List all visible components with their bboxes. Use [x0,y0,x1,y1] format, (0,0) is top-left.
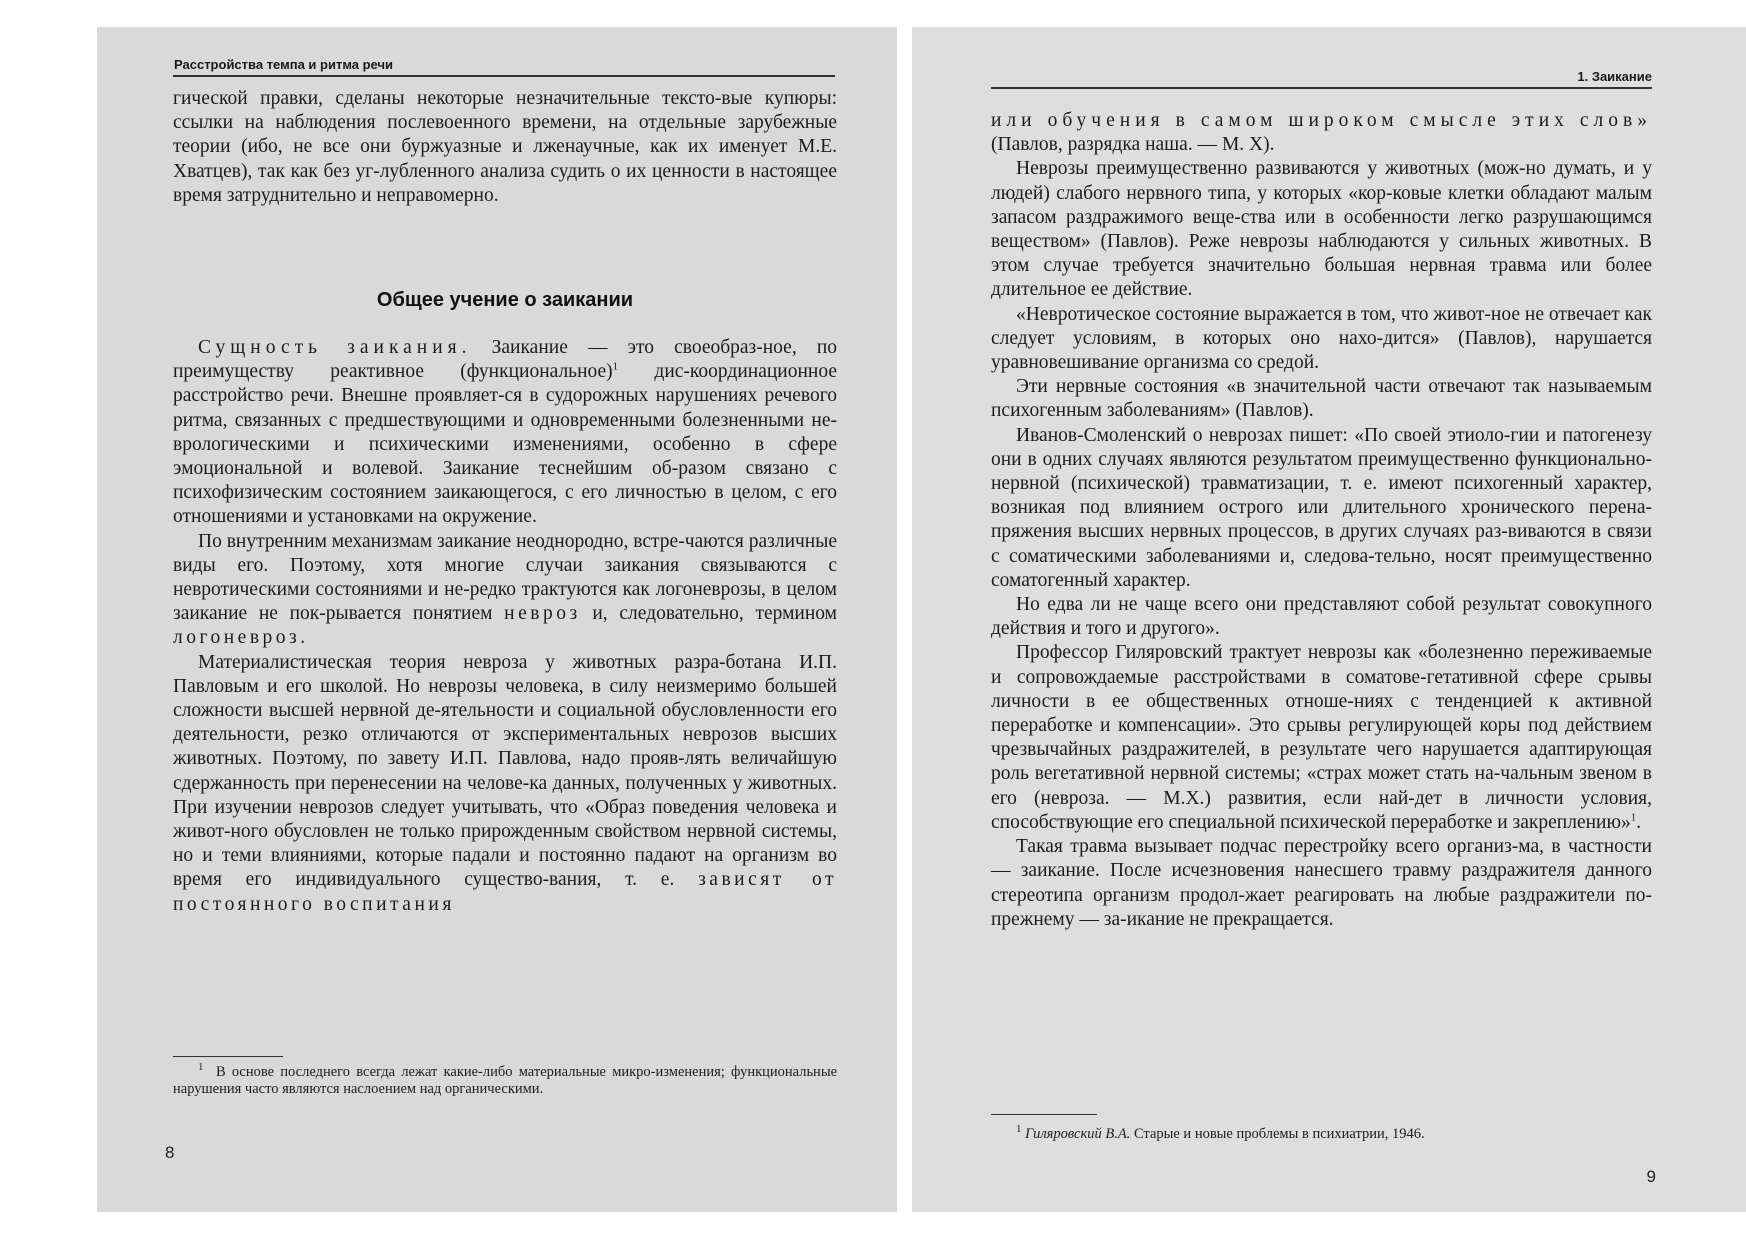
header-rule [173,75,835,77]
paragraph: Профессор Гиляровский трактует неврозы как «болезненно переживаемые и сопровождаемые расстройствами в соматове-гетативной сфере срывы личности в ее общественных отноше-ниях с тенденцией к активной переработке и компенсации». Это срывы регулирующей коры под действием чрезвычайных раздражителей, в результате чего нарушается адаптирующая роль вегетативной нервной системы; «страх может стать на-чальным звеном в его (невроза. — М.Х.) развития, если най-дет в личности условия, способствующие его специальной психической переработке и закреплению»$^1$. [991,642,1652,833]
intro-text [173,87,837,208]
paragraph: Эти нервные состояния «в значительной части отвечают так называемым психогенным заболеваниям» (Павлов). [991,376,1652,422]
paragraph: Такая травма вызывает подчас перестройку всего организ-ма, в частности — заикание. После исчезновения нанесшего травму раздражителя данного стереотипа организм продол-жает реагировать на любые раздражители по-прежнему — за-икание не прекращается. [991,836,1652,930]
paragraph: Неврозы преимущественно развиваются у животных (мож-но думать, и у людей) слабого нервного типа, у которых «кор-ковые клетки обладают малым запасом раздражимого веще-ства или в особенности легко разрушающимся веществом» (Павлов). Реже неврозы наблюдаются у сильных животных. В этом случае требуется значительно большая нервная травма или более длительное ее действие. [991,158,1652,301]
spaced-term: или обучения в самом широком смысле этих слов» [991,110,1652,131]
footnote-ref: 1 [612,360,619,373]
page-number: 8 [165,1143,175,1162]
paragraph: Сущность заикания. Заикание — это своеобраз-ное, по преимуществу реактивное (функциональное)$^1$ дис-координационное расстройство речи. Внешне проявляет-ся в судорожных нарушениях речевого ритма, связанных с предшествующими и одновременными болезненными не-врологическими и психическими изменениями, особенно в сфере эмоциональной и волевой. Заикание теснейшим об-разом связано с психофизическим состоянием заикающегося, с его личностью в целом, с его отношениями и установками на окружение. [173,337,838,528]
intro-paragraph: гической правки, сделаны некоторые незначительные тексто-вые купюры: ссылки на наблюдения послевоенного времени, на отдельные зарубежные теории (ибо, не все они буржуазные и лженаучные, как их именует М.Е. Хватцев), так как без уг-лубленного анализа судить о их ценности в настоящее время затруднительно и неправомерно. [173,88,837,206]
page-number: 9 [1646,1167,1656,1186]
paragraph: Материалистическая теория невроза у животных разра-ботана И.П. Павловым и его школой. Но неврозы человека, в силу неизмеримо большей сложности высшей нервной де-ятельности и социальной обусловленности его деятельности, резко отличаются от экспериментальных неврозов высших животных. Поэтому, по завету И.П. Павлова, надо прояв-лять величайшую сдержанность при перенесении на челове-ка данных, полученных у животных. При изучении неврозов следует учитывать, что «Образ поведения человека и живот-ного обусловлен не только прирожденным свойством нервной системы, но и теми влияниями, которые падали и постоянно падают на организм во время его индивидуального существо-вания, т. е. зависят от постоянного воспитания [173,651,838,915]
paragraph: По внутренним механизмам заикание неоднородно, встре-чаются различные виды его. Поэтому, хотя многие случаи заикания связываются с невротическими состояниями и не-редко трактуются как логоневрозы, в целом заикание не пок-рывается понятием невроз и, следовательно, термином логоневроз. [173,530,838,649]
gutter [897,0,913,1249]
paragraph: Но едва ли не чаще всего они представляют собой результат совокупного действия и того и другого». [991,594,1652,640]
footnote-marker: 1 [198,1061,204,1074]
running-header: 1. Заикание [1577,69,1652,84]
section-heading: Общее учение о заикании [376,289,634,311]
running-header: Расстройства темпа и ритма речи [174,57,394,72]
left-page [97,27,897,1212]
main-text [173,336,837,917]
paragraph: Иванов-Смоленский о неврозах пишет: «По своей этиоло-гии и патогенезу они в одних случаях являются результатом преимущественно функционально-нервной (психической) травматизации, т. е. имеют психогенный характер, возникая под влиянием острого или длительного хронического перена-пряжения высших нервных процессов, в других случаях раз-виваются в связи с соматическими заболеваниями и, следова-тельно, носят преимущественно соматогенный характер. [991,424,1652,591]
footnote: $^1$ Гиляровский В.А. Старые и новые проблемы в психиатрии, 1946. [1016,1123,1425,1142]
spaced-term: логоневроз. [173,627,309,649]
footnote-marker: 1 [1016,1123,1022,1136]
spaced-term: невроз [504,603,581,625]
main-text [991,109,1652,932]
spaced-term: Сущность заикания. [198,337,472,358]
footnote: $^1$ В основе последнего всегда лежат какие-либо материальные микро-изменения; функциональные нарушения часто являются наслоением над органическими. [173,1061,837,1097]
spaced-term: зависят от постоянного воспитания [173,869,838,915]
paragraph: «Невротическое состояние выражается в том, что живот-ное не отвечает как следует условиям, в которых оно нахо-дится» (Павлов), нарушается уравновешивание организма со средой. [991,303,1652,374]
header-rule [991,87,1652,89]
footnote-author: Гиляровский В.А. [1025,1126,1131,1142]
right-page [912,27,1746,1212]
paragraph: или обучения в самом широком смысле этих слов» (Павлов, разрядка наша. — М. Х). [991,110,1652,156]
footnote-rule [173,1056,283,1057]
footnote-ref: 1 [1630,811,1637,824]
footnote-rule [991,1114,1097,1115]
